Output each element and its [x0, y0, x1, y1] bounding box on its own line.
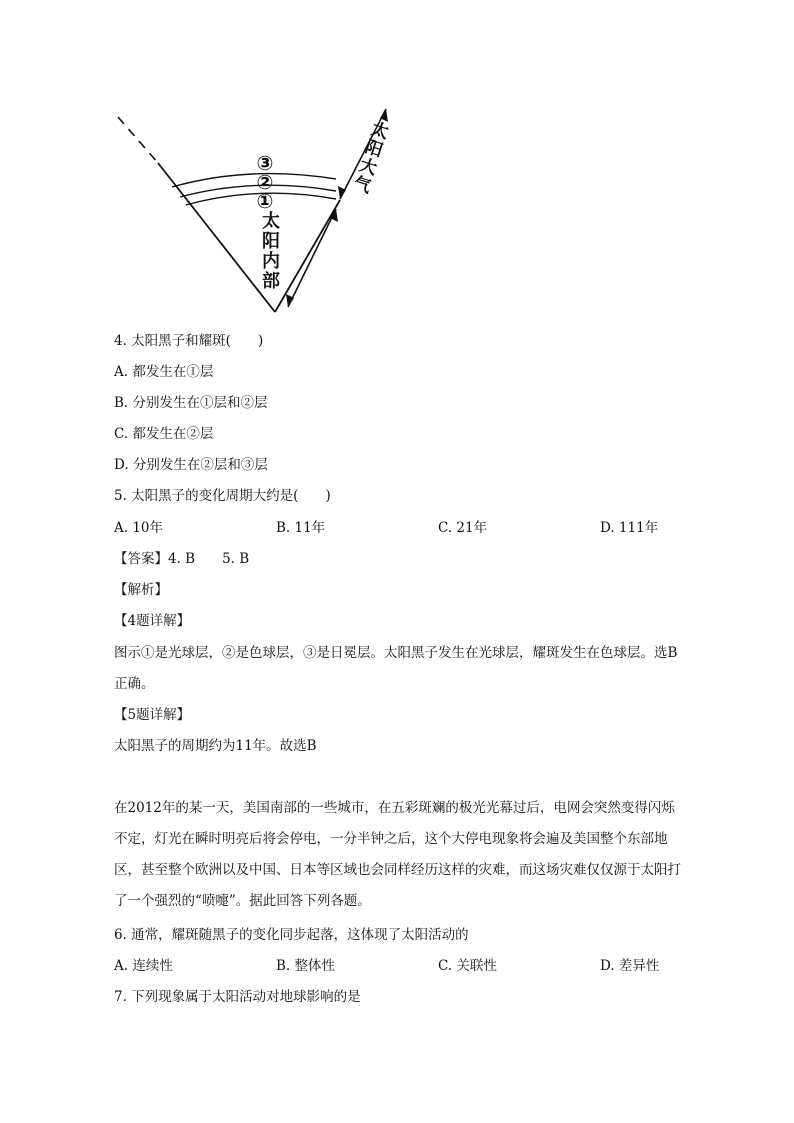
q5-option-a: A. 10年 — [114, 520, 164, 536]
q4-option-d: D. 分别发生在②层和③层 — [114, 457, 268, 473]
q6-option-a: A. 连续性 — [114, 958, 173, 974]
q6-option-b: B. 整体性 — [276, 958, 336, 974]
q4-option-b: B. 分别发生在①层和②层 — [114, 395, 268, 411]
dashed-boundary-line — [118, 117, 158, 163]
interior-label-char: 部 — [262, 271, 280, 292]
q6-stem: 6. 通常，耀斑随黑子的变化同步起落，这体现了太阳活动的 — [114, 927, 469, 943]
q5-stem: 5. 太阳黑子的变化周期大约是( ) — [114, 488, 331, 504]
reading-passage: 在2012年的某一天，美国南部的一些城市，在五彩斑斓的极光光幕过后，电网会突然变得闪烁不定，灯光在瞬时明亮后将会停电，一分半钟之后，这个大停电现象将会遍及美国整个东部地区，甚至整个欧洲以及中国、日本等区域也会同样经历这样的灾难，而这场灾难仅仅源于太阳打了一个强烈的“喷嚏”。据此回答下列各题。 — [114, 800, 681, 909]
interior-label-char: 内 — [262, 251, 280, 272]
atmosphere-label-char: 阳 — [362, 137, 386, 162]
q5-option-c: C. 21年 — [438, 520, 488, 536]
q4-option-c: C. 都发生在②层 — [114, 426, 214, 442]
q5-option-b: B. 11年 — [276, 520, 326, 536]
q5-option-d: D. 111年 — [600, 520, 659, 536]
layer-label-2: ② — [256, 170, 274, 194]
interior-label-char: 太 — [262, 211, 280, 232]
q4-detail-heading: 【4题详解】 — [114, 613, 191, 629]
atmosphere-label-char: 气 — [350, 173, 374, 198]
sun-structure-diagram — [100, 95, 400, 320]
q6-option-d: D. 差异性 — [600, 958, 660, 974]
interior-range-arrow — [288, 209, 336, 307]
wedge-right-edge — [275, 200, 340, 312]
q5-detail-heading: 【5题详解】 — [114, 707, 191, 723]
q4-stem: 4. 太阳黑子和耀斑( ) — [114, 333, 264, 349]
atmosphere-label-char: 大 — [356, 155, 380, 180]
q4-option-a: A. 都发生在①层 — [114, 364, 214, 380]
layer-label-3: ③ — [256, 151, 274, 175]
q4-detail-text: 图示①是光球层，②是色球层，③是日冕层。太阳黑子发生在光球层，耀斑发生在色球层。选B正确。 — [114, 645, 678, 692]
q7-stem: 7. 下列现象属于太阳活动对地球影响的是 — [114, 989, 361, 1005]
layer-label-1: ① — [256, 189, 274, 213]
interior-label-char: 阳 — [262, 231, 280, 252]
atmosphere-label-char: 太 — [368, 119, 391, 144]
q6-option-c: C. 关联性 — [438, 958, 497, 974]
answer-line: 【答案】4. B 5. B — [114, 551, 250, 567]
q5-detail-text: 太阳黑子的周期约为11年。故选B — [114, 738, 317, 754]
analysis-heading: 【解析】 — [114, 582, 168, 598]
